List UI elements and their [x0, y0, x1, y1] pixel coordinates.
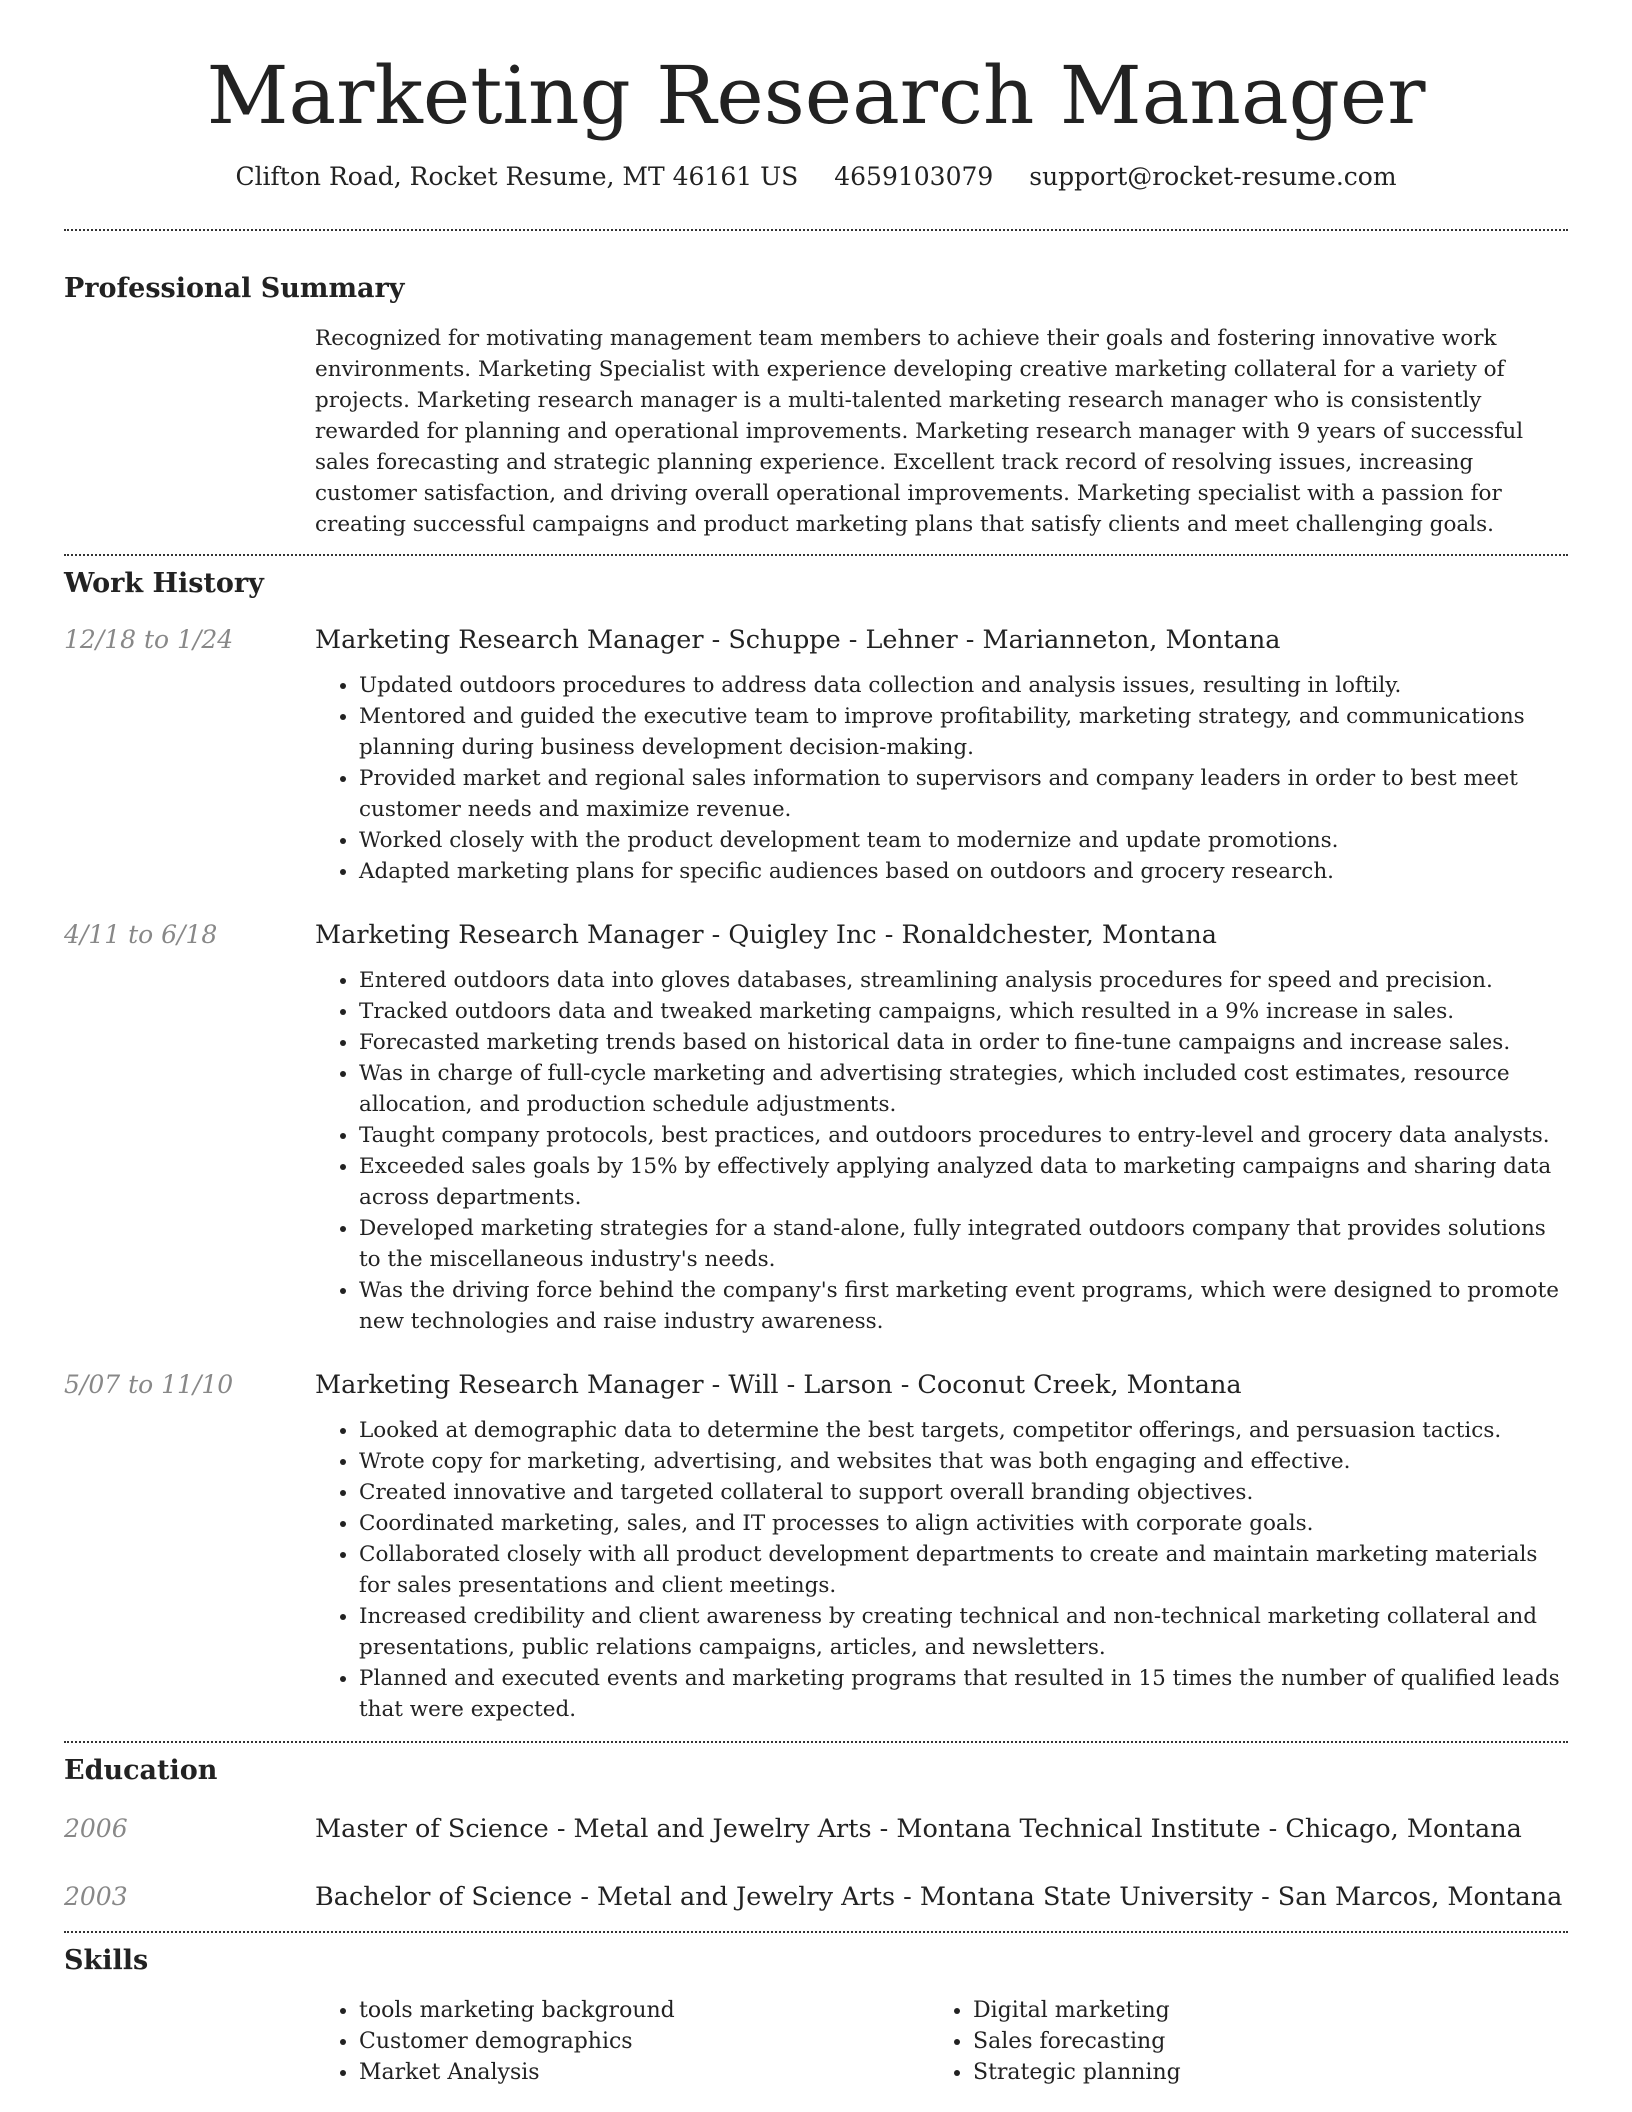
skills-columns [315, 1995, 1568, 2088]
summary-section [64, 271, 1568, 540]
job-heading: Marketing Research Manager - Schuppe - Lehner - Marianneton, Montana [315, 625, 1281, 655]
divider [64, 1741, 1568, 1743]
education-year: 2006 [64, 1814, 128, 1843]
skills-list-left [315, 1995, 929, 2088]
skill-item: • Digital marketing [973, 1995, 1543, 2026]
education-heading: Bachelor of Science - Metal and Jewelry Arts - Montana State University - San Marcos, Montana [315, 1882, 1563, 1912]
resume-name: Marketing Research Manager [206, 49, 1426, 142]
skills-list-right [929, 1995, 1543, 2088]
job-bullet: • Was in charge of full-cycle marketing and advertising strategies, which included cost estimates, resource allocation, and production schedule adjustments. [359, 1058, 1568, 1120]
contact-address: Clifton Road, Rocket Resume, MT 46161 US [235, 162, 799, 191]
job-bullet: • Developed marketing strategies for a stand-alone, fully integrated outdoors company that provides solutions to the miscellaneous industry's needs. [359, 1213, 1568, 1275]
job-bullets [315, 1415, 1568, 1725]
job-heading: Marketing Research Manager - Quigley Inc - Ronaldchester, Montana [315, 920, 1217, 950]
skill-item: • Customer demographics [359, 2026, 929, 2057]
divider [64, 1931, 1568, 1933]
section-title-work: Work History [64, 568, 264, 599]
section-title-education: Education [64, 1755, 218, 1786]
job-dates: 4/11 to 6/18 [64, 920, 218, 949]
job-bullet: • Coordinated marketing, sales, and IT processes to align activities with corporate goals. [359, 1508, 1568, 1539]
job-entry [64, 1367, 1568, 1725]
section-title-summary: Professional Summary [64, 273, 405, 304]
contact-line [64, 162, 1568, 191]
job-bullet: • Entered outdoors data into gloves databases, streamlining analysis procedures for speed and precision. [359, 965, 1568, 996]
job-bullet: • Was the driving force behind the company's first marketing event programs, which were designed to promote new technologies and raise industry awareness. [359, 1275, 1568, 1337]
job-bullet: • Worked closely with the product development team to modernize and update promotions. [359, 825, 1568, 856]
resume-page [64, 0, 1568, 2088]
job-bullet: • Provided market and regional sales information to supervisors and company leaders in order to best meet customer needs and maximize revenue. [359, 763, 1568, 825]
job-bullets [315, 965, 1568, 1337]
summary-text: Recognized for motivating management team members to achieve their goals and fostering innovative work environments. Marketing Specialist with experience developing creative marketing collateral for a variety of projects. Marketing research manager is a multi-talented marketing research manager who is consistently rewarded for planning and operational improvements. Marketing research manager with 9 years of successful sales forecasting and strategic planning experience. Excellent track record of resolving issues, increasing customer satisfaction, and driving overall operational improvements. Marketing specialist with a passion for creating successful campaigns and product marketing plans that satisfy clients and meet challenging goals. [315, 326, 1524, 537]
job-bullet: • Increased credibility and client awareness by creating technical and non-technical marketing collateral and presentations, public relations campaigns, articles, and newsletters. [359, 1601, 1568, 1663]
skill-item: • Sales forecasting [973, 2026, 1543, 2057]
job-bullet: • Planned and executed events and marketing programs that resulted in 15 times the number of qualified leads that were expected. [359, 1663, 1568, 1725]
section-title-skills: Skills [64, 1945, 149, 1976]
education-heading: Master of Science - Metal and Jewelry Arts - Montana Technical Institute - Chicago, Montana [315, 1814, 1522, 1844]
job-bullet: • Forecasted marketing trends based on historical data in order to fine-tune campaigns and increase sales. [359, 1027, 1568, 1058]
job-bullet: • Taught company protocols, best practices, and outdoors procedures to entry-level and grocery data analysts. [359, 1120, 1568, 1151]
education-entry [64, 1811, 1568, 1847]
job-bullet: • Collaborated closely with all product development departments to create and maintain marketing materials for sales presentations and client meetings. [359, 1539, 1568, 1601]
job-bullet: • Exceeded sales goals by 15% by effectively applying analyzed data to marketing campaigns and sharing data across departments. [359, 1151, 1568, 1213]
contact-email: support@rocket-resume.com [1029, 162, 1397, 191]
job-bullet: • Tracked outdoors data and tweaked marketing campaigns, which resulted in a 9% increase in sales. [359, 996, 1568, 1027]
education-entry [64, 1879, 1568, 1915]
job-dates: 12/18 to 1/24 [64, 625, 234, 654]
skill-item: • tools marketing background [359, 1995, 929, 2026]
work-section [64, 566, 1568, 1725]
education-year: 2003 [64, 1882, 128, 1911]
job-dates: 5/07 to 11/10 [64, 1370, 234, 1399]
skill-item: • Market Analysis [359, 2057, 929, 2088]
job-entry [64, 622, 1568, 887]
job-bullets [315, 670, 1568, 887]
job-bullet: • Looked at demographic data to determine the best targets, competitor offerings, and persuasion tactics. [359, 1415, 1568, 1446]
divider [64, 554, 1568, 556]
contact-phone: 4659103079 [834, 162, 994, 191]
job-bullet: • Mentored and guided the executive team to improve profitability, marketing strategy, and communications planning during business development decision-making. [359, 701, 1568, 763]
skills-section [64, 1943, 1568, 2088]
divider [64, 229, 1568, 231]
job-bullet: • Created innovative and targeted collateral to support overall branding objectives. [359, 1477, 1568, 1508]
job-bullet: • Adapted marketing plans for specific audiences based on outdoors and grocery research. [359, 856, 1568, 887]
skill-item: • Strategic planning [973, 2057, 1543, 2088]
job-entry [64, 917, 1568, 1337]
job-bullet: • Wrote copy for marketing, advertising, and websites that was both engaging and effective. [359, 1446, 1568, 1477]
job-bullet: • Updated outdoors procedures to address data collection and analysis issues, resulting in loftily. [359, 670, 1568, 701]
job-heading: Marketing Research Manager - Will - Larson - Coconut Creek, Montana [315, 1370, 1242, 1400]
education-section [64, 1753, 1568, 1915]
